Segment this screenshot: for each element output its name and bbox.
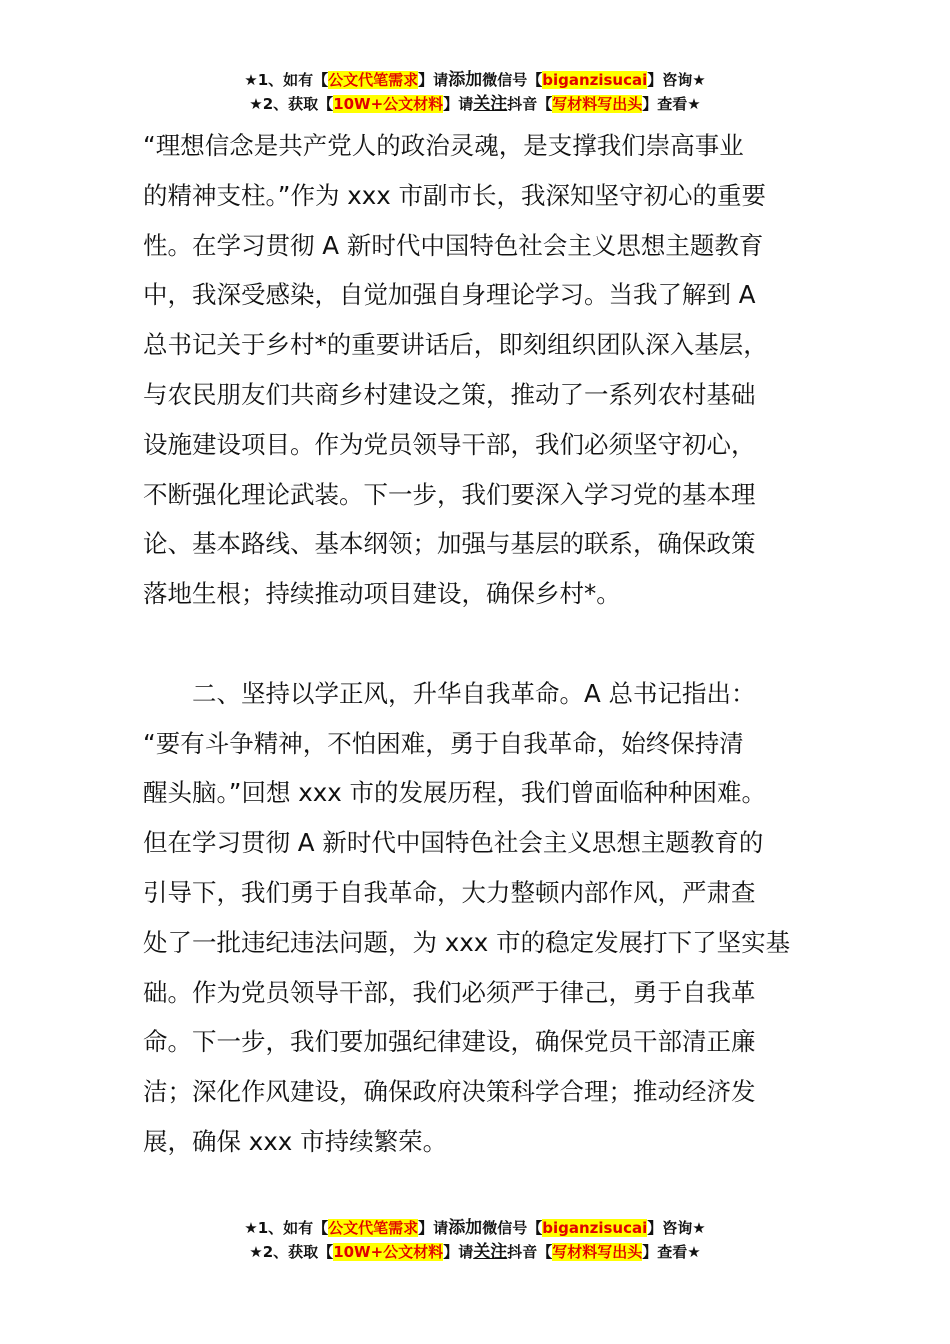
banner-highlight: biganzisucai [542,1219,648,1237]
text-line: “要有斗争精神，不怕困难，勇于自我革命，始终保持清 [143,728,744,758]
text-line: 落地生根；持续推动项目建设，确保乡村*。 [143,579,621,609]
banner-emphasis: 添加 [448,1218,483,1238]
paragraph-1 [143,121,807,619]
text-line: 中，我深受感染，自觉加强自身理论学习。当我了解到 A [143,280,756,310]
banner-highlight: biganzisucai [542,71,648,89]
text-line: 设施建设项目。作为党员领导干部，我们必须坚守初心， [143,429,756,459]
banner-line-1 [0,1216,950,1240]
text-line: 论、基本路线、基本纲领；加强与基层的联系，确保政策 [143,529,756,559]
text-line: 的精神支柱。”作为 xxx 市副市长，我深知坚守初心的重要 [143,180,767,210]
banner-text: 微信号【 [482,1219,543,1237]
banner-highlight: 10W+公文材料 [333,1243,444,1261]
footer-banner [0,1216,950,1264]
banner-highlight: 10W+公文材料 [333,95,444,113]
text-line: “理想信念是共产党人的政治灵魂，是支撑我们崇高事业 [143,131,744,160]
text-line: 二、坚持以学正风，升华自我革命。A 总书记指出： [143,678,756,708]
text-line: 性。在学习贯彻 A 新时代中国特色社会主义思想主题教育 [143,230,764,260]
banner-text: ★1、如有【 [244,71,329,89]
banner-text: 】咨询★ [647,71,706,89]
banner-text: 】查看★ [642,95,701,113]
banner-text: 】请 [418,71,449,89]
banner-text: 抖音【 [507,95,553,113]
banner-line-2 [0,92,950,116]
banner-text: ★1、如有【 [244,1219,329,1237]
text-line: 醒头脑。”回想 xxx 市的发展历程，我们曾面临种种困难。 [143,778,767,808]
text-line: 但在学习贯彻 A 新时代中国特色社会主义思想主题教育的 [143,828,764,858]
paragraph-gap [143,619,807,669]
text-line: 与农民朋友们共商乡村建设之策，推动了一系列农村基础 [143,379,756,409]
banner-highlight: 写材料写出头 [552,1243,643,1261]
banner-text: ★2、获取【 [249,95,334,113]
banner-line-1 [0,68,950,92]
banner-highlight: 写材料写出头 [552,95,643,113]
paragraph-2 [143,669,807,1167]
text-line: 命。下一步，我们要加强纪律建设，确保党员干部清正廉 [143,1027,756,1057]
text-line: 础。作为党员领导干部，我们必须严于律己，勇于自我革 [143,977,756,1007]
text-line: 处了一批违纪违法问题，为 xxx 市的稳定发展打下了坚实基 [143,927,791,957]
banner-text: 】查看★ [642,1243,701,1261]
banner-emphasis: 关注 [473,94,508,114]
banner-text: ★2、获取【 [249,1243,334,1261]
banner-text: 微信号【 [482,71,543,89]
text-line: 洁；深化作风建设，确保政府决策科学合理；推动经济发 [143,1077,756,1107]
banner-text: 】请 [418,1219,449,1237]
banner-text: 】请 [443,95,474,113]
banner-line-2 [0,1240,950,1264]
header-banner [0,68,950,116]
text-line: 引导下，我们勇于自我革命，大力整顿内部作风，严肃查 [143,877,756,907]
banner-text: 抖音【 [507,1243,553,1261]
banner-highlight: 公文代笔需求 [328,1219,419,1237]
banner-text: 】请 [443,1243,474,1261]
banner-emphasis: 添加 [448,70,483,90]
banner-highlight: 公文代笔需求 [328,71,419,89]
text-line: 总书记关于乡村*的重要讲话后，即刻组织团队深入基层， [143,330,768,360]
document-body [143,121,807,1167]
text-line: 不断强化理论武装。下一步，我们要深入学习党的基本理 [143,479,756,509]
banner-emphasis: 关注 [473,1242,508,1262]
banner-text: 】咨询★ [647,1219,706,1237]
text-line: 展，确保 xxx 市持续繁荣。 [143,1126,448,1156]
